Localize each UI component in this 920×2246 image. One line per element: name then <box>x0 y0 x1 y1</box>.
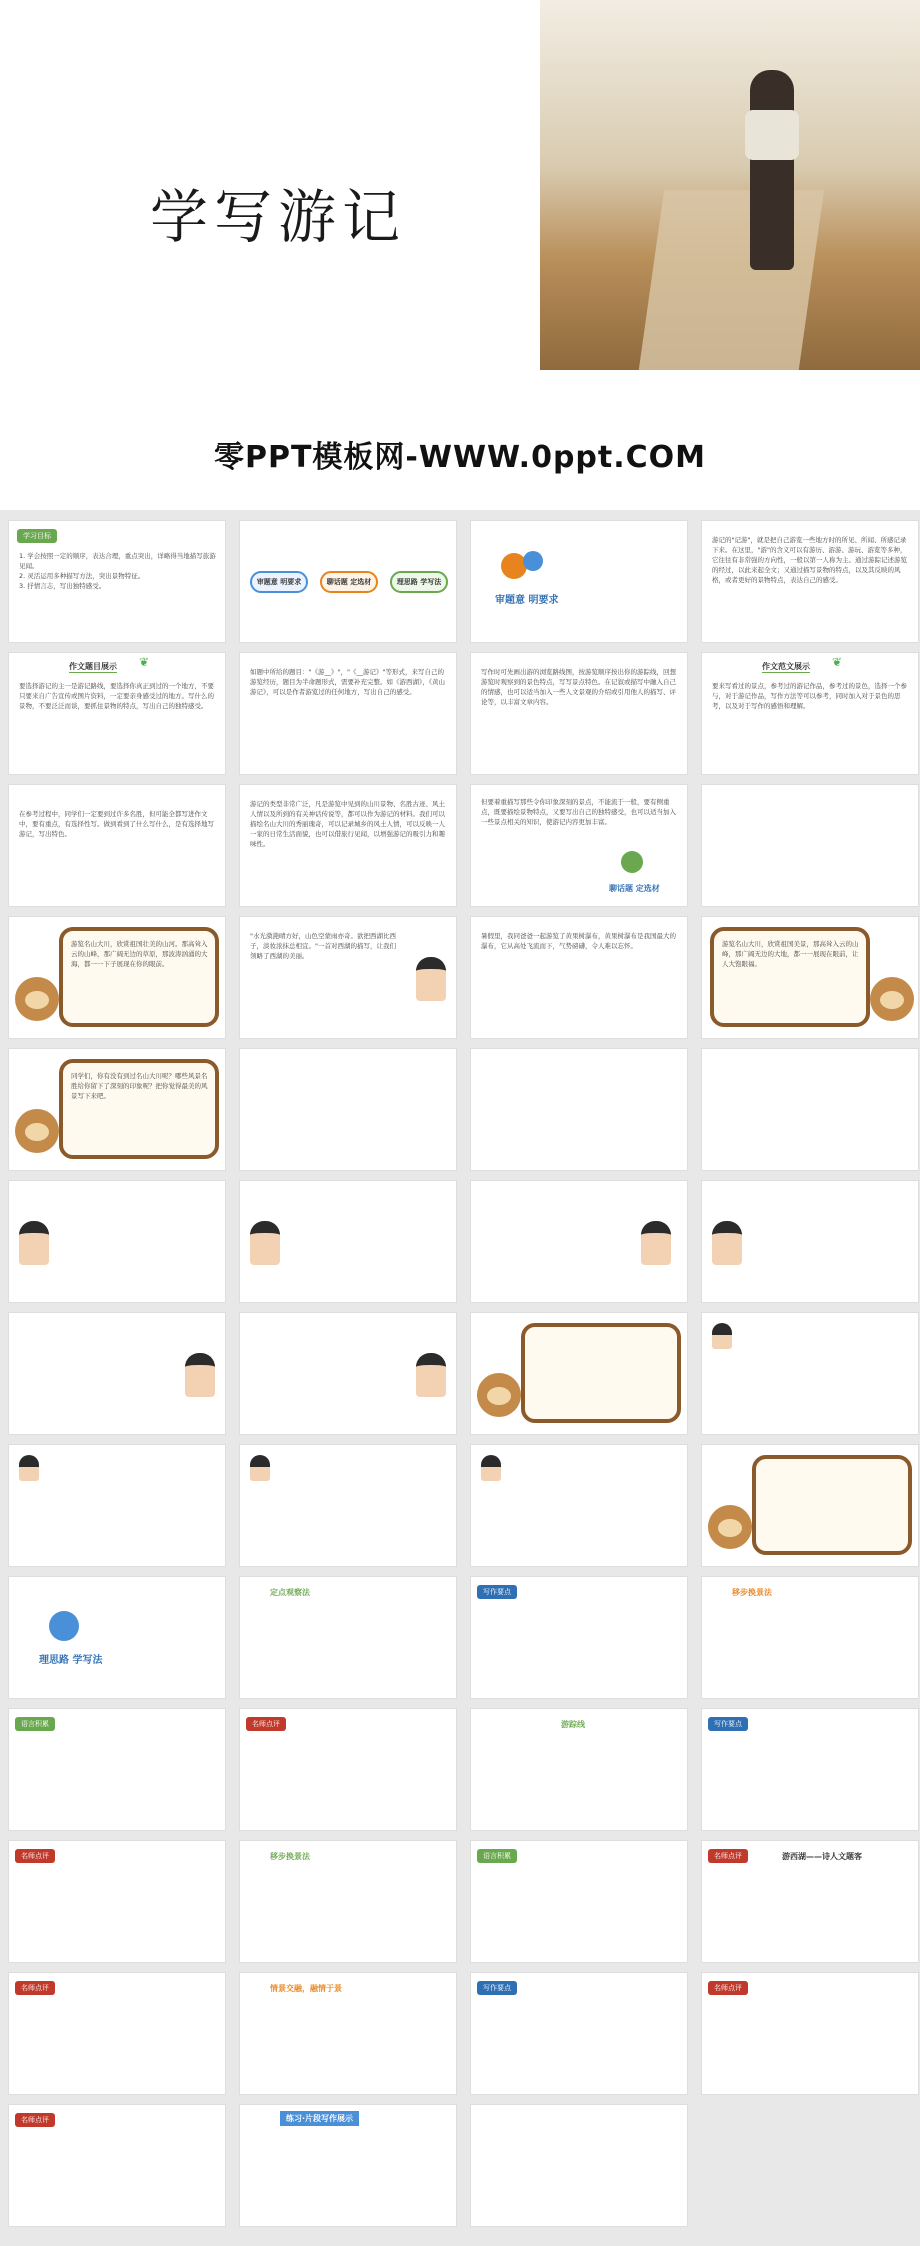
slide-heading: 练习·片段写作展示 <box>280 2111 359 2126</box>
slide-heading: 理思路 学写法 <box>39 1655 103 1666</box>
slide-thumb[interactable] <box>8 1048 226 1171</box>
slide-thumb[interactable] <box>8 1180 226 1303</box>
slide-thumb[interactable] <box>8 916 226 1039</box>
slide-text: 游览名山大川，欣赏祖国美景，那高耸入云的山峰，那广阔无边的大地，都一一展现在眼前，让人大饱眼福。 <box>722 940 859 969</box>
slide-thumb[interactable] <box>470 916 688 1039</box>
slide-tag: 名师点评 <box>246 1717 286 1731</box>
slide-thumb[interactable] <box>8 1576 226 1699</box>
slide-tag: 学习目标 <box>17 529 57 543</box>
cover-site: 零PPT模板网-WWW.0ppt.COM <box>213 440 707 475</box>
mouse-mascot-icon <box>870 977 914 1021</box>
slide-thumb[interactable] <box>8 2104 226 2227</box>
slide-thumb[interactable] <box>8 784 226 907</box>
slide-heading: 作文范文展示 <box>762 662 810 671</box>
text-frame <box>710 927 870 1027</box>
bubble-icon <box>523 551 543 571</box>
slide-thumb[interactable] <box>8 1444 226 1567</box>
slide-thumb[interactable] <box>470 1312 688 1435</box>
slide-thumb[interactable] <box>470 1576 688 1699</box>
bubble-icon <box>621 851 643 873</box>
slide-tag: 写作要点 <box>708 1717 748 1731</box>
slide-text: 要来写看过的景点，参考过的游记作品，参考过的景色，选择一个参与，对于游记作品，写作方法等可以参考，同时加入对于景色的思考，以及对于写作的感悟和理解。 <box>712 682 907 711</box>
slide-thumb[interactable] <box>239 1048 457 1171</box>
slide-thumb[interactable] <box>8 652 226 775</box>
text-frame <box>59 1059 219 1159</box>
slide-thumb[interactable] <box>239 916 457 1039</box>
mouse-mascot-icon <box>708 1505 752 1549</box>
slide-heading: 移步换景法 <box>270 1852 310 1861</box>
slide-tag: 写作要点 <box>477 1585 517 1599</box>
slide-text: 游记的类型非常广泛，凡是游览中见到的山川景物、名胜古迹、风土人情以及所到的有关神话传说等，都可以作为游记的材料。我们可以描绘名山大川的秀丽瑰奇，可以记录城乡的风土人情，可以反映一人一家的日常生活面貌，也可以借旅行见闻，以增强游记的吸引力和趣味性。 <box>250 800 445 849</box>
road-graphic <box>636 190 824 370</box>
slide-thumb[interactable] <box>239 1576 457 1699</box>
slide-heading: 作文题目展示 <box>69 662 117 671</box>
slide-thumb[interactable] <box>239 652 457 775</box>
slide-thumb[interactable] <box>701 1312 919 1435</box>
slide-text: 如题中所给的题目："《游__》"，"《__游记》"等形式，来写自己的游览经历，题目为半命题形式，需要补充完整。如《游西湖》，《黄山游记》，可以是作者游览过的任何地方，写出自己的感受。 <box>250 668 445 697</box>
slide-tag: 写作要点 <box>477 1981 517 1995</box>
student-avatar <box>19 1221 49 1265</box>
slide-thumb[interactable] <box>470 1708 688 1831</box>
cover-photo <box>540 0 920 370</box>
text-frame <box>521 1323 681 1423</box>
mouse-mascot-icon <box>15 1109 59 1153</box>
slide-text: 游览名山大川，欣赏祖国壮美的山河。那高耸入云的山峰，那广阔无边的草原，那波涛汹涌的大海，都一一下子展现在你的眼前。 <box>71 940 208 969</box>
slide-text: 要选择游记的主一是游记路线，要选择你真正到过的一个地方，不要只要来自广告宣传或图片资料，一定要亲身感受过的地方。写什么的景物，不要泛泛而谈，要抓住景物的特点，写出自己的独特感受。 <box>19 682 214 711</box>
slide-thumb[interactable] <box>239 1444 457 1567</box>
slide-thumb[interactable] <box>470 1048 688 1171</box>
slide-text: 但要着重描写那些令你印象深刻的景点，不能流于一般，要有侧重点，既要描绘景物特点，又要写出自己的独特感受，也可以适当加入一些景点相关的知识，使游记内容更加丰富。 <box>481 798 676 827</box>
slide-tag: 名师点评 <box>708 1849 748 1863</box>
teacher-avatar <box>641 1221 671 1265</box>
student-avatar <box>19 1455 39 1481</box>
student-avatar <box>185 1353 215 1397</box>
text-frame <box>59 927 219 1027</box>
student-avatar <box>250 1455 270 1481</box>
slide-thumb[interactable] <box>8 1972 226 2095</box>
student-avatar <box>481 1455 501 1481</box>
slide-thumb[interactable] <box>239 1312 457 1435</box>
slide-tag: 名师点评 <box>708 1981 748 1995</box>
slide-text: 游记的"记游"，就是把自己游览一些地方时的所见、所闻、所感记录下来。在这里，"游"的含义可以有游历、游游、游玩、游览等多种，它往往有非常强的方向性，一般以第一人称为主。通过游踪记述游览的经过，以此来起全文；又通过描写景物的特点，以及其反映的风格，或者更好的景物特点，表达自己的感受。 <box>712 536 907 585</box>
traveler-figure <box>750 70 794 270</box>
slide-heading: 聊话题 定选材 <box>609 884 660 893</box>
slide-thumb[interactable] <box>239 1840 457 1963</box>
slide-text: 暑假里，我同爸爸一起游览了黄果树瀑布，黄果树瀑布是我国最大的瀑布，它从高处飞流而下，气势磅礴，令人难以忘怀。 <box>481 932 676 951</box>
slide-tag: 名师点评 <box>15 1981 55 1995</box>
slide-heading: 移步换景法 <box>732 1588 772 1597</box>
slide-thumb[interactable] <box>239 2104 457 2227</box>
slide-thumb[interactable] <box>470 2104 688 2227</box>
slide-thumb[interactable] <box>701 1048 919 1171</box>
slide-thumb[interactable] <box>701 1576 919 1699</box>
slide-thumb[interactable] <box>8 520 226 643</box>
slide-thumb[interactable] <box>8 1840 226 1963</box>
slide-heading: 游踪线 <box>561 1720 585 1729</box>
student-avatar <box>712 1221 742 1265</box>
slide-text: 同学们，你有没有到过名山大川呢？哪些风景名胜给你留下了深刻的印象呢？把你觉得最美的风景写下来吧。 <box>71 1072 208 1101</box>
slide-thumb[interactable] <box>470 1180 688 1303</box>
scarf-graphic <box>745 110 799 160</box>
slide-thumb[interactable] <box>701 1840 919 1963</box>
slide-thumb[interactable] <box>701 1972 919 2095</box>
slide-text: 写作时可先画出游的浏览路线图，按游览顺序按出你的游踪线，回想游览时观察到的景色特点，写写景点特色。在记叙或描写中融入自己的情感，也可以适当加入一些人文景观的介绍或引用他人的描写、评论等，以丰富文章内容。 <box>481 668 676 707</box>
teacher-avatar <box>416 957 446 1001</box>
slide-thumb[interactable] <box>470 1444 688 1567</box>
slide-thumb[interactable] <box>701 1708 919 1831</box>
slide-thumb[interactable] <box>239 1972 457 2095</box>
slide-text: 1. 学会按照一定的顺序，表达合理，重点突出，详略得当地描写旅游见闻。 2. 灵活运用多种描写方法，突出景物特征。 3. 抒情言志，写出独特感受。 <box>19 552 216 591</box>
text-frame <box>752 1455 912 1555</box>
slide-tag: 名师点评 <box>15 1849 55 1863</box>
bubble-icon <box>49 1611 79 1641</box>
mouse-mascot-icon <box>15 977 59 1021</box>
slide-heading: 审题意 明要求 <box>495 595 559 606</box>
slide-heading: 情景交融，融情于景 <box>270 1984 342 1993</box>
slide-thumb[interactable] <box>701 520 919 643</box>
slide-heading: 游西湖——诗人文题客 <box>782 1852 862 1861</box>
slide-text: 在参考过程中，同学们一定要到过许多名胜，但可能全都写进作文中，要有重点，有选择性写。做到看到了什么写什么，是有选择地写游记，写出特色。 <box>19 810 214 839</box>
slide-tag: 语言积累 <box>477 1849 517 1863</box>
slide-tag: 语言积累 <box>15 1717 55 1731</box>
leaf-icon: ❦ <box>139 655 150 669</box>
cover-slide <box>0 0 920 510</box>
slide-thumb[interactable] <box>8 1312 226 1435</box>
student-avatar <box>250 1221 280 1265</box>
pill: 聊话题 定选材 <box>320 571 378 593</box>
pill: 审题意 明要求 <box>250 571 308 593</box>
cover-title: 学写游记 <box>150 183 407 251</box>
slide-thumb[interactable] <box>701 916 919 1039</box>
slide-text: "水光潋滟晴方好，山色空蒙雨亦奇。欲把西湖比西子，淡妆浓抹总相宜。"一首对西湖的描写，让我们领略了西湖的美丽。 <box>250 932 396 961</box>
slide-thumb[interactable] <box>470 520 688 643</box>
slide-thumb[interactable] <box>239 1180 457 1303</box>
slide-thumb[interactable] <box>470 652 688 775</box>
slide-heading: 定点观察法 <box>270 1588 310 1597</box>
mouse-mascot-icon <box>477 1373 521 1417</box>
slide-thumb[interactable] <box>239 784 457 907</box>
slide-thumb[interactable] <box>470 1840 688 1963</box>
slide-thumb[interactable] <box>701 1444 919 1567</box>
slide-thumb[interactable] <box>8 1708 226 1831</box>
slide-thumb[interactable] <box>470 784 688 907</box>
slide-thumb[interactable] <box>239 1708 457 1831</box>
slide-tag: 名师点评 <box>15 2113 55 2127</box>
slide-thumb[interactable] <box>701 652 919 775</box>
slide-thumb[interactable] <box>470 1972 688 2095</box>
slide-thumb[interactable] <box>239 520 457 643</box>
pill: 理思路 学写法 <box>390 571 448 593</box>
leaf-icon: ❦ <box>832 655 843 669</box>
slide-thumb[interactable] <box>701 1180 919 1303</box>
slide-thumb[interactable] <box>701 784 919 907</box>
student-avatar <box>712 1323 732 1349</box>
student-avatar <box>416 1353 446 1397</box>
